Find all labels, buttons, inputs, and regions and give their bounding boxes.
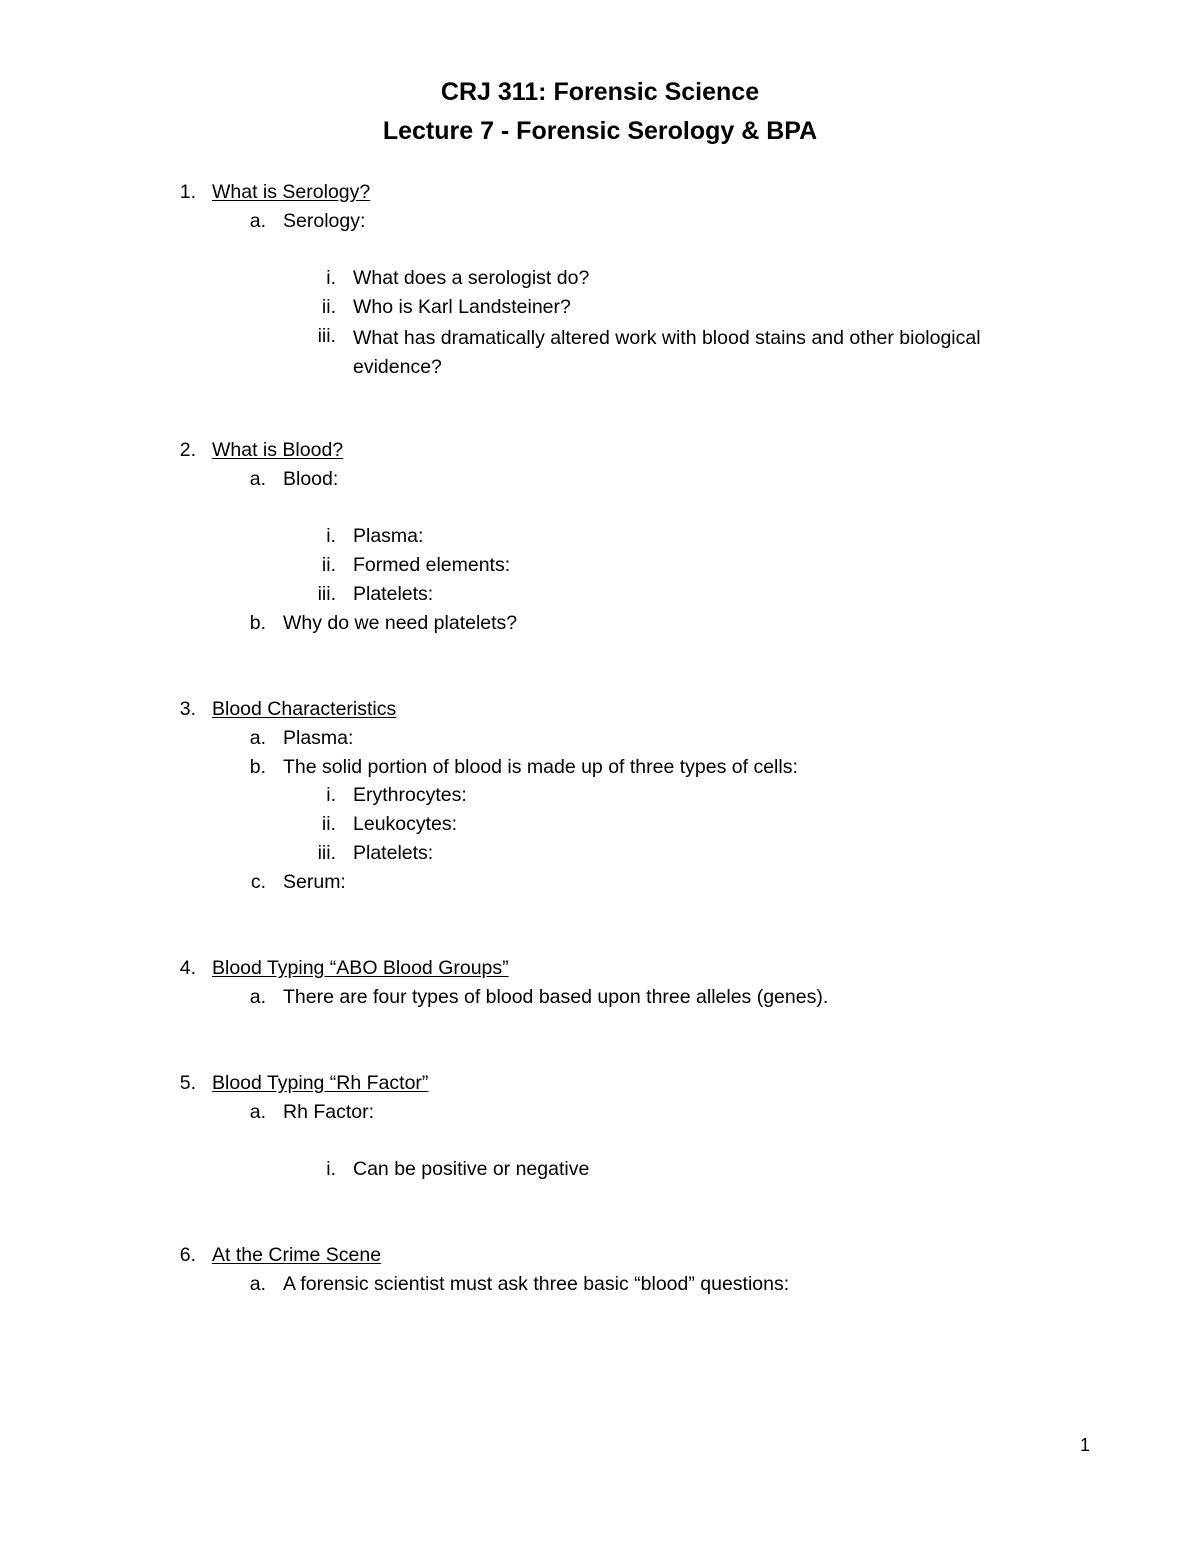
section-number: 2. [179,439,196,461]
page-number: 1 [1079,1435,1090,1455]
section-title: Blood Characteristics [212,698,397,720]
document-subtitle: Lecture 7 - Forensic Serology & BPA [382,117,818,145]
document-title: CRJ 311: Forensic Science [440,78,760,106]
section-number: 6. [179,1244,196,1266]
section-title: What is Blood? [212,439,344,461]
section-number: 3. [179,698,196,720]
section-number: 1. [179,181,196,203]
section-number: 5. [179,1072,196,1094]
document-page: CRJ 311: Forensic Science Lecture 7 - Forensic Serology & BPA 1. What is Serology? a. Serology: i. What does a serologist do? ii. Who is Karl Landsteiner? iii. What has dramatically altered work with blood stains and other biological evidence? 2. What is Blood? a. Blood: i. Plasma: ii. Formed elements: iii. Platelets: b. Why do we need platelets? 3. Blood Characteristics a. Plasma: b. The solid portion of blood is made up of three types of cells: i. Erythrocytes: ii. Leukocytes: iii. Platelets: c. Serum: 4. Blood Typing “ABO Blood Groups” a. There are four types of blood based upon three alleles (genes). 5. Blood Typing “Rh Factor” a. Rh Factor: i. Can be positive or negative 6. At the Crime Scene a. A forensic scientist must ask three basic “blood” questions: 1 [0,0,1200,1553]
section-title: Blood Typing “Rh Factor” [212,1072,429,1094]
section-number: 4. [179,957,196,979]
section-title: At the Crime Scene [212,1244,382,1266]
section-title: Blood Typing “ABO Blood Groups” [212,957,509,979]
section-title: What is Serology? [212,181,371,203]
